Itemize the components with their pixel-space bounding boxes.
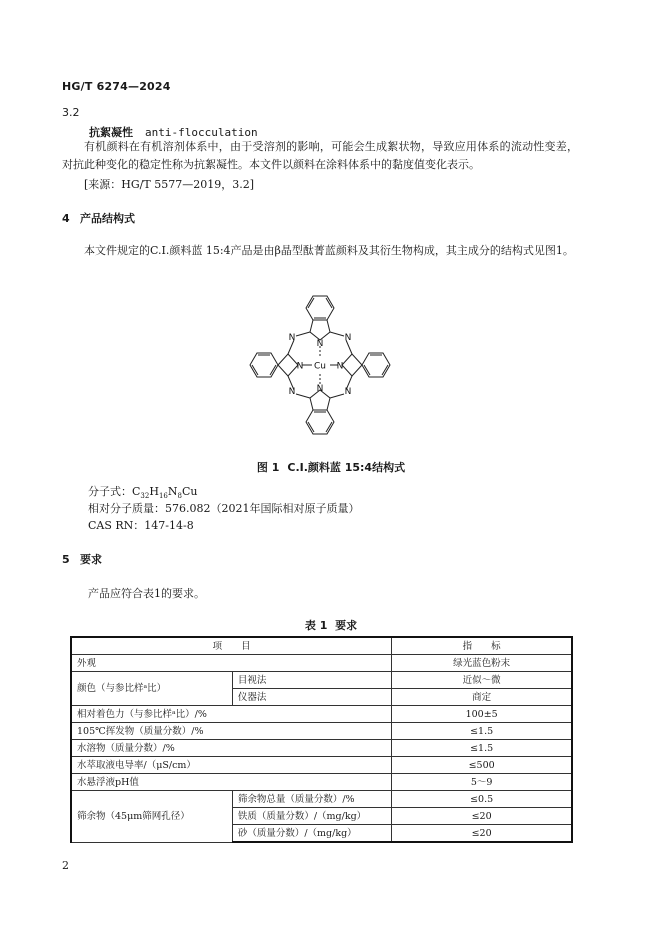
formula-c-sub: 32	[140, 492, 150, 501]
table-row	[71, 757, 572, 774]
section-4-title: 产品结构式	[80, 212, 135, 225]
table-header-row	[71, 637, 572, 655]
row-water-soluble-item: 水溶物（质量分数）/%	[71, 740, 392, 757]
term-source: [来源：HG/T 5577—2019，3.2]	[84, 178, 254, 191]
page-number: 2	[62, 859, 69, 872]
section-5-number: 5	[62, 553, 70, 566]
aza-n-top-right: N	[344, 333, 352, 343]
left-benzene-ring	[250, 353, 278, 377]
top-benzene-ring	[306, 296, 334, 320]
figure-caption-label: 图 1	[256, 461, 280, 474]
row-color-visual-value: 近似～微	[392, 672, 572, 689]
requirements-table	[70, 636, 573, 843]
standard-code-header: HG/T 6274—2024	[62, 80, 171, 93]
row-color-visual-method: 目视法	[232, 672, 391, 689]
structure-diagram	[236, 280, 426, 450]
top-pyrrole-ring	[310, 320, 330, 340]
table-row	[71, 723, 572, 740]
formula-label: 分子式：	[88, 485, 132, 498]
row-color-instrument-method: 仪器法	[232, 689, 391, 706]
table-row	[71, 655, 572, 672]
row-appearance-item: 外观	[71, 655, 392, 672]
term-definition: 有机颜料在有机溶剂体系中，由于受溶剂的影响，可能会生成絮状物，导致应用体系的流动性变差，对抗此种变化的稳定性称为抗絮凝性。本文件以颜料在涂料体系中的黏度值变化表示。	[62, 140, 578, 171]
row-volatile-item: 105℃挥发物（质量分数）/%	[71, 723, 392, 740]
row-water-soluble-value: ≤1.5	[392, 740, 572, 757]
row-color-item: 颜色（与参比样ᵃ比）	[71, 672, 232, 706]
term-number: 3.2	[62, 106, 80, 119]
formula-h: H	[149, 485, 159, 498]
row-sieve-sand-value: ≤20	[392, 825, 572, 843]
pyrrole-n-bottom: N	[316, 384, 324, 394]
molecular-formula	[88, 483, 197, 500]
molecular-mass: 相对分子质量：576.082（2021年国际相对原子质量）	[88, 502, 360, 515]
row-tint-item: 相对着色力（与参比样ᵃ比）/%	[71, 706, 392, 723]
section-4-heading	[62, 210, 135, 226]
aza-n-bottom-right: N	[344, 387, 352, 397]
aza-n-top-left: N	[288, 333, 296, 343]
row-sieve-iron-label: 铁质（质量分数）/（mg/kg）	[232, 808, 391, 825]
row-sieve-total-label: 筛余物总量（质量分数）/%	[232, 791, 391, 808]
formula-cu: Cu	[181, 485, 198, 498]
section-4-body: 本文件规定的C.I.颜料蓝 15:4产品是由β晶型酞菁蓝颜料及其衍生物构成，其主成分的结构式见图1。	[84, 244, 574, 257]
row-conductivity-item: 水萃取液电导率/（μS/cm）	[71, 757, 392, 774]
row-sieve-iron-value: ≤20	[392, 808, 572, 825]
bottom-benzene-ring	[306, 410, 334, 434]
table-row	[71, 774, 572, 791]
figure-caption-text: C.I.颜料蓝 15:4结构式	[287, 461, 406, 474]
row-color-instrument-value: 商定	[392, 689, 572, 706]
table-title	[0, 617, 662, 633]
row-ph-value: 5～9	[392, 774, 572, 791]
row-volatile-value: ≤1.5	[392, 723, 572, 740]
row-ph-item: 水悬浮液pH值	[71, 774, 392, 791]
table-row	[71, 740, 572, 757]
pyrrole-n-right: N	[336, 361, 344, 372]
row-sieve-total-value: ≤0.5	[392, 791, 572, 808]
section-5-body: 产品应符合表1的要求。	[88, 587, 205, 600]
formula-n-sub: 8	[177, 492, 182, 501]
right-benzene-ring	[362, 353, 390, 377]
table-row	[71, 791, 572, 808]
section-5-heading	[62, 551, 102, 567]
formula-c: C	[132, 485, 141, 498]
header-index: 指 标	[392, 637, 572, 655]
pyrrole-n-top: N	[316, 339, 324, 349]
table-row	[71, 672, 572, 689]
row-sieve-item: 筛余物（45μm筛网孔径）	[71, 791, 232, 843]
term-name-zh: 抗絮凝性	[89, 126, 133, 139]
row-appearance-value: 绿光蓝色粉末	[392, 655, 572, 672]
aza-n-bottom-left: N	[288, 387, 296, 397]
section-5-title: 要求	[80, 553, 102, 566]
header-item: 项 目	[71, 637, 392, 655]
left-pyrrole-ring	[278, 354, 298, 376]
table-row	[71, 706, 572, 723]
table-title-label: 表 1	[304, 619, 328, 632]
term-name-en: anti-flocculation	[145, 126, 258, 139]
row-sieve-sand-label: 砂（质量分数）/（mg/kg）	[232, 825, 391, 843]
formula-n: N	[167, 485, 178, 498]
section-4-number: 4	[62, 212, 70, 225]
pyrrole-n-left: N	[296, 361, 304, 372]
copper-atom-label: Cu	[314, 361, 326, 372]
row-conductivity-value: ≤500	[392, 757, 572, 774]
right-pyrrole-ring	[342, 354, 362, 376]
row-tint-value: 100±5	[392, 706, 572, 723]
formula-h-sub: 16	[158, 492, 168, 501]
figure-caption	[0, 459, 662, 475]
cas-number: CAS RN：147-14-8	[88, 519, 194, 532]
table-title-text: 要求	[335, 619, 358, 632]
